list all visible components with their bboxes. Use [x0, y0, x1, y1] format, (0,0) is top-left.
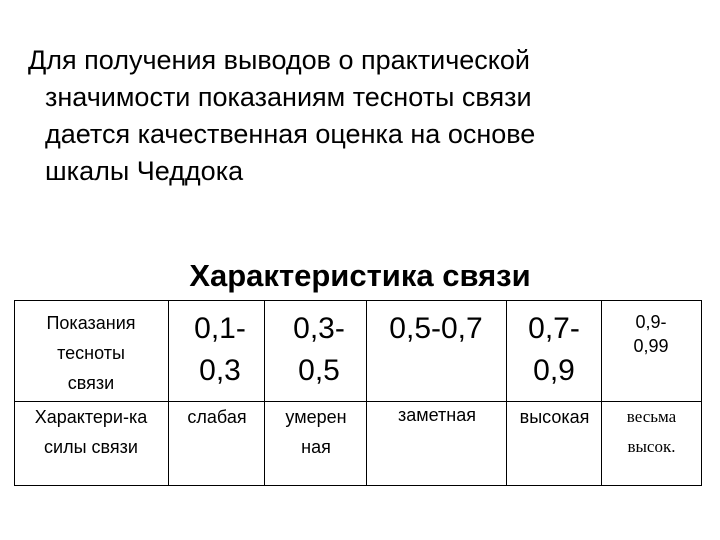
intro-line-1: Для получения выводов о практической — [28, 45, 531, 75]
table-column-divider — [168, 300, 169, 486]
strength-line: высок. — [627, 437, 676, 456]
row-header-line: связи — [67, 373, 115, 393]
intro-line-3: дается качественная оценка на основе — [45, 119, 536, 149]
table-column-divider — [506, 300, 507, 486]
strength-cell-very-high — [603, 402, 700, 462]
row-header-line: силы связи — [44, 437, 138, 457]
row-header-strength — [16, 402, 166, 462]
row-header-line: Показания — [46, 313, 136, 333]
row-header-line: Характери-ка — [34, 407, 148, 427]
table-border-left — [14, 300, 15, 486]
chaddock-scale-table — [14, 300, 702, 486]
range-cell-very-high — [604, 310, 698, 358]
range-line: 0,7- — [528, 312, 580, 345]
intro-paragraph — [28, 42, 698, 190]
range-cell-noticeable — [368, 308, 504, 350]
range-line: 0,5-0,7 — [389, 312, 483, 345]
table-border-right — [701, 300, 702, 486]
intro-line-4: шкалы Чеддока — [45, 156, 244, 186]
range-line: 0,9 — [533, 354, 575, 387]
strength-line: умерен — [285, 407, 347, 427]
range-line: 0,1- — [194, 312, 246, 345]
strength-cell-high — [508, 402, 601, 432]
strength-cell-noticeable — [368, 400, 506, 430]
strength-line: ная — [301, 437, 331, 457]
table-border-bottom — [14, 485, 702, 486]
range-line: 0,3- — [293, 312, 345, 345]
strength-cell-weak — [170, 402, 264, 432]
range-line: 0,99 — [633, 336, 669, 356]
range-cell-weak — [172, 308, 268, 392]
strength-label: слабая — [187, 407, 247, 427]
strength-label: высокая — [519, 407, 590, 427]
table-border-top — [14, 300, 702, 301]
range-cell-high — [510, 308, 598, 392]
range-line: 0,3 — [199, 354, 241, 387]
strength-cell-moderate — [266, 402, 366, 462]
table-title: Характеристика связи — [189, 258, 531, 293]
strength-line: весьма — [626, 407, 677, 426]
range-line: 0,9- — [635, 312, 667, 332]
table-column-divider — [601, 300, 602, 486]
range-line: 0,5 — [298, 354, 340, 387]
row-header-correlation-value — [18, 308, 164, 398]
range-cell-moderate — [270, 308, 368, 392]
row-header-line: тесноты — [57, 343, 125, 363]
strength-label: заметная — [398, 405, 476, 425]
intro-line-2: значимости показаниям тесноты связи — [45, 82, 532, 112]
